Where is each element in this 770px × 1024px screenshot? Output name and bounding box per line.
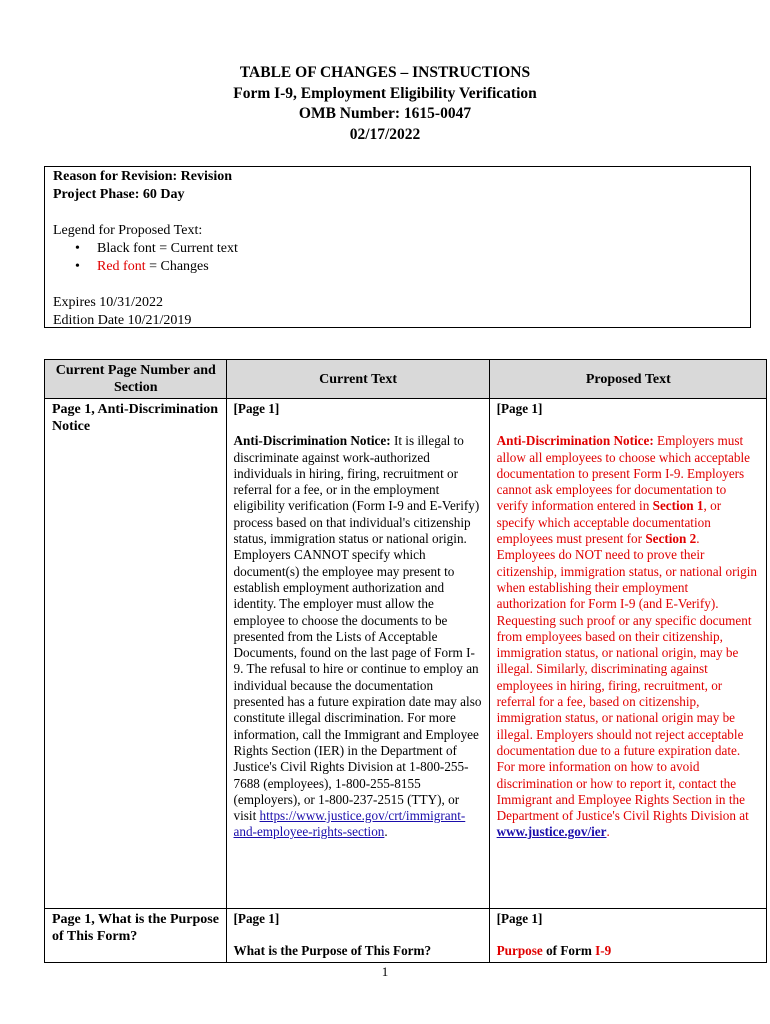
ier-website-link[interactable]: https://www.justice.gov/crt/immigrant-and-employee-rights-section <box>233 808 466 840</box>
legend-list <box>53 240 742 276</box>
proposed-page-ref: [Page 1] <box>496 401 543 416</box>
edition-date: Edition Date 10/21/2019 <box>53 313 192 328</box>
legend-red-text: = Changes <box>145 259 209 274</box>
table-header-row <box>45 360 767 399</box>
proposed-text-cell <box>489 909 766 963</box>
legend-item-red <box>75 258 742 276</box>
current-end: . <box>384 824 388 840</box>
expiration-date: Expires 10/31/2022 <box>53 295 164 310</box>
legend-black-text: Black font = Current text <box>97 241 238 256</box>
proposed-heading: Anti-Discrimination Notice: <box>496 433 654 449</box>
proposed-end: . <box>606 824 610 840</box>
proposed-heading-black: of Form <box>542 943 596 959</box>
revision-info-box <box>44 166 751 328</box>
project-phase: Project Phase: 60 Day <box>53 187 185 202</box>
page-number: 1 <box>381 964 389 979</box>
legend-title: Legend for Proposed Text: <box>53 223 203 238</box>
proposed-heading-red-2: I-9 <box>595 943 612 959</box>
bullet-icon: • <box>75 259 80 274</box>
column-header-section: Current Page Number and Section <box>45 360 227 399</box>
current-body: It is illegal to discriminate against work-authorized individuals in hiring, firing, recruitment or referral for a fee, or in the employment eligibility verification (Form I-9 and E-Verify) process based on that individual's citizenship status, immigration status or national origin. Employers CANNOT specify which document(s) the employee may present to establish employment authorization and identity. The employer must allow the employee to choose the documents to be presented from the Lists of Acceptable Documents, found on the last page of Form I-9. The refusal to hire or continue to employ an individual because the documentation presented has a future expiration date may also constitute illegal discrimination. For more information, call the Immigrant and Employee Rights Section (IER) in the Department of Justice's Civil Rights Division at 1-800-255-7688 (employees), 1-800-255-8155 (employers), or 1-800-237-2515 (TTY), or visit <box>233 433 482 824</box>
proposed-text-part: Employers must allow all employees to choose which acceptable documentation to present Form I-9. Employers cannot ask employees for documentation to verify information entered in <box>496 433 751 514</box>
current-page-ref: [Page 1] <box>233 911 280 926</box>
proposed-heading-red: Purpose <box>496 943 543 959</box>
column-header-current-text: Current Text <box>226 360 489 399</box>
current-heading: What is the Purpose of This Form? <box>233 943 432 959</box>
proposed-section-2: Section 2 <box>645 531 697 547</box>
section-cell: Page 1, Anti-Discrimination Notice <box>45 399 227 909</box>
bullet-icon: • <box>75 241 80 256</box>
current-heading: Anti-Discrimination Notice: <box>233 433 391 449</box>
title-line-3: OMB Number: 1615-0047 <box>298 105 472 122</box>
table-row <box>45 399 767 909</box>
section-cell: Page 1, What is the Purpose of This Form? <box>45 909 227 963</box>
current-text-cell <box>226 399 489 909</box>
title-line-1: TABLE OF CHANGES – INSTRUCTIONS <box>239 64 531 81</box>
current-text-cell <box>226 909 489 963</box>
ier-short-link[interactable]: www.justice.gov/ier <box>496 824 607 840</box>
table-of-changes <box>44 359 767 963</box>
proposed-text-part: . Employees do NOT need to prove their citizenship, immigration status, or national origin when establishing their employment authorization for Form I-9 (and E-Verify). Requesting such proof or any specific document from employees based on their citizenship, immigration status, or national origin, may be illegal. Similarly, discriminating against employees in hiring, firing, recruitment, or referral for a fee, based on citizenship, immigration status, or national origin may be illegal. Employers should not reject acceptable documentation due to a future expiration date. For more information on how to avoid discrimination or how to report it, contact the Immigrant and Employee Rights Section in the Department of Justice's Civil Rights Division at <box>496 531 758 824</box>
table-row <box>45 909 767 963</box>
proposed-page-ref: [Page 1] <box>496 911 543 926</box>
legend-red-label: Red font <box>97 259 146 274</box>
document-title <box>0 63 770 145</box>
column-header-proposed-text: Proposed Text <box>489 360 766 399</box>
reason-for-revision: Reason for Revision: Revision <box>53 169 233 184</box>
legend-item-black <box>75 240 742 258</box>
title-line-2: Form I-9, Employment Eligibility Verification <box>233 84 537 102</box>
proposed-section-1: Section 1 <box>652 498 704 514</box>
title-line-4: 02/17/2022 <box>349 125 421 143</box>
proposed-text-part: , or specify which acceptable documentation employees must present for <box>496 498 722 547</box>
proposed-text-cell <box>489 399 766 909</box>
current-page-ref: [Page 1] <box>233 401 280 416</box>
